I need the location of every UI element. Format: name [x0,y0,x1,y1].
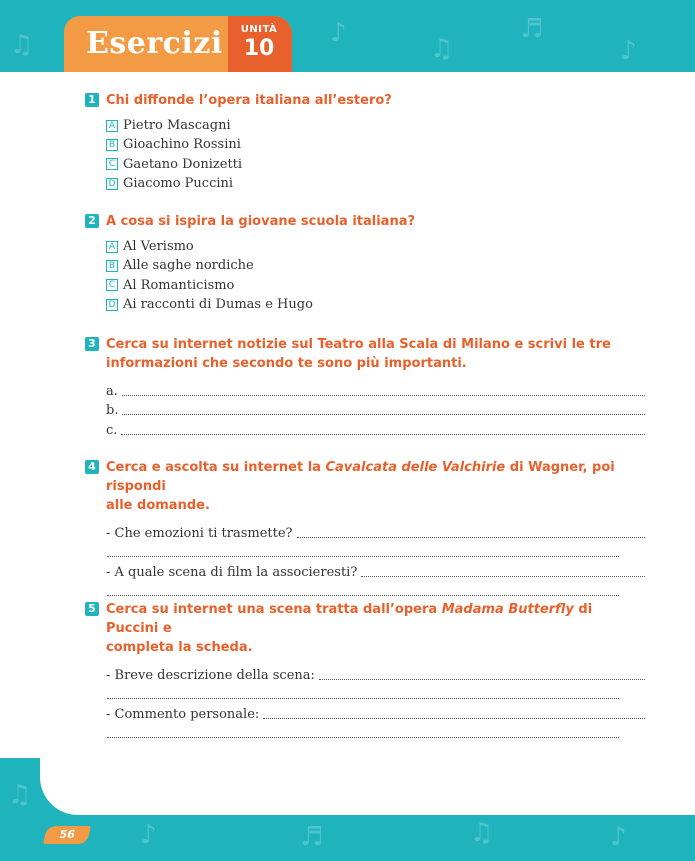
answer-line-b[interactable] [106,399,645,419]
dotted-line[interactable] [107,556,619,557]
checkbox-b[interactable]: B [106,260,118,272]
dotted-line[interactable] [107,698,619,699]
dotted-line[interactable] [122,413,645,415]
music-note-icon: ♫ [430,34,454,64]
music-note-icon: ♪ [620,36,637,66]
unit-label: UNITÀ [240,24,278,35]
dotted-line[interactable] [319,678,645,680]
music-note-icon: ♬ [520,14,544,44]
music-note-icon: ♫ [10,30,34,60]
line-label: c. [106,422,118,438]
exercise-question-line-2: informazioni che secondo te sono più importanti. [106,356,467,371]
exercise-number: 4 [85,460,99,474]
checkbox-c[interactable]: C [106,279,118,291]
option-text: Alle saghe nordiche [123,258,254,274]
option-text: Al Romanticismo [123,277,235,293]
music-note-icon: ♪ [140,820,157,850]
option-text: Ai racconti di Dumas e Hugo [123,297,313,313]
question-text: Cerca su internet una scena tratta dall’opera [106,602,442,617]
checkbox-c[interactable]: C [106,158,118,170]
option-b[interactable] [106,256,645,275]
exercise-question: A cosa si ispira la giovane scuola italiana? [106,214,416,229]
prompt-label: - Che emozioni ti trasmette? [106,525,293,541]
option-text: Pietro Mascagni [123,118,231,134]
prompt-film-scene[interactable] [106,560,645,580]
answer-line-c[interactable] [106,418,645,438]
option-c[interactable] [106,155,645,174]
option-text: Al Verismo [123,239,194,255]
exercise-number: 3 [85,337,99,351]
extra-line[interactable] [85,541,645,561]
dotted-line[interactable] [122,394,645,396]
work-title: Cavalcata delle Valchirie [325,460,506,475]
checkbox-d[interactable]: D [106,299,118,311]
music-note-icon: ♬ [300,822,324,852]
exercise-question-line-2: alle domande. [106,498,210,513]
dotted-line[interactable] [361,575,645,577]
exercise-4 [85,458,645,599]
extra-line[interactable] [85,580,645,600]
answer-lines [85,521,645,599]
option-c[interactable] [106,276,645,295]
option-text: Gaetano Donizetti [123,156,243,172]
exercise-number: 5 [85,602,99,616]
dotted-line[interactable] [107,595,619,596]
exercise-1 [85,91,645,193]
checkbox-a[interactable]: A [106,241,118,253]
option-a[interactable] [106,237,645,256]
music-note-icon: ♪ [610,822,627,852]
option-a[interactable] [106,116,645,135]
exercise-question-line-1 [106,600,645,638]
checkbox-a[interactable]: A [106,120,118,132]
exercise-question-line-1 [106,458,645,496]
exercise-number: 2 [85,214,99,228]
question-text: di Wagner, poi rispondi [106,460,615,494]
title-tab [64,16,292,72]
line-label: a. [106,383,118,399]
exercise-number: 1 [85,93,99,107]
options-list [106,116,645,193]
music-note-icon: ♫ [8,780,32,810]
options-list [106,237,645,314]
page-number: 56 [43,826,91,844]
prompt-personal-comment[interactable] [106,702,645,722]
prompt-scene-description[interactable] [106,663,645,683]
answer-lines [85,663,645,741]
music-note-icon: ♪ [330,18,347,48]
prompt-label: - A quale scena di film la associeresti? [106,564,358,580]
answer-line-a[interactable] [106,379,645,399]
line-label: b. [106,403,119,419]
option-b[interactable] [106,135,645,154]
option-text: Gioachino Rossini [123,137,241,153]
exercise-5 [85,600,645,741]
page-title: Esercizi [86,26,223,61]
exercise-question: Chi diffonde l’opera italiana all’estero? [106,93,392,108]
music-note-icon: ♫ [470,818,494,848]
dotted-line[interactable] [121,433,645,435]
exercise-question-line-1: Cerca su internet notizie sul Teatro alla Scala di Milano e scrivi le tre [106,337,611,352]
question-text: di Puccini e [106,602,593,636]
exercise-2 [85,212,645,314]
dotted-line[interactable] [107,737,619,738]
extra-line[interactable] [85,722,645,742]
work-title: Madama Butterfly [441,602,574,617]
question-text: Cerca e ascolta su internet la [106,460,326,475]
option-d[interactable] [106,295,645,314]
prompt-label: - Breve descrizione della scena: [106,667,315,683]
dotted-line[interactable] [297,536,645,538]
checkbox-d[interactable]: D [106,178,118,190]
prompt-label: - Commento personale: [106,706,260,722]
dotted-line[interactable] [263,717,645,719]
checkbox-b[interactable]: B [106,139,118,151]
option-d[interactable] [106,174,645,193]
exercise-3 [85,335,645,438]
unit-number: 10 [243,36,275,61]
answer-lines [85,379,645,438]
option-text: Giacomo Puccini [123,176,234,192]
extra-line[interactable] [85,683,645,703]
prompt-emotions[interactable] [106,521,645,541]
exercise-question-line-2: completa la scheda. [106,640,253,655]
